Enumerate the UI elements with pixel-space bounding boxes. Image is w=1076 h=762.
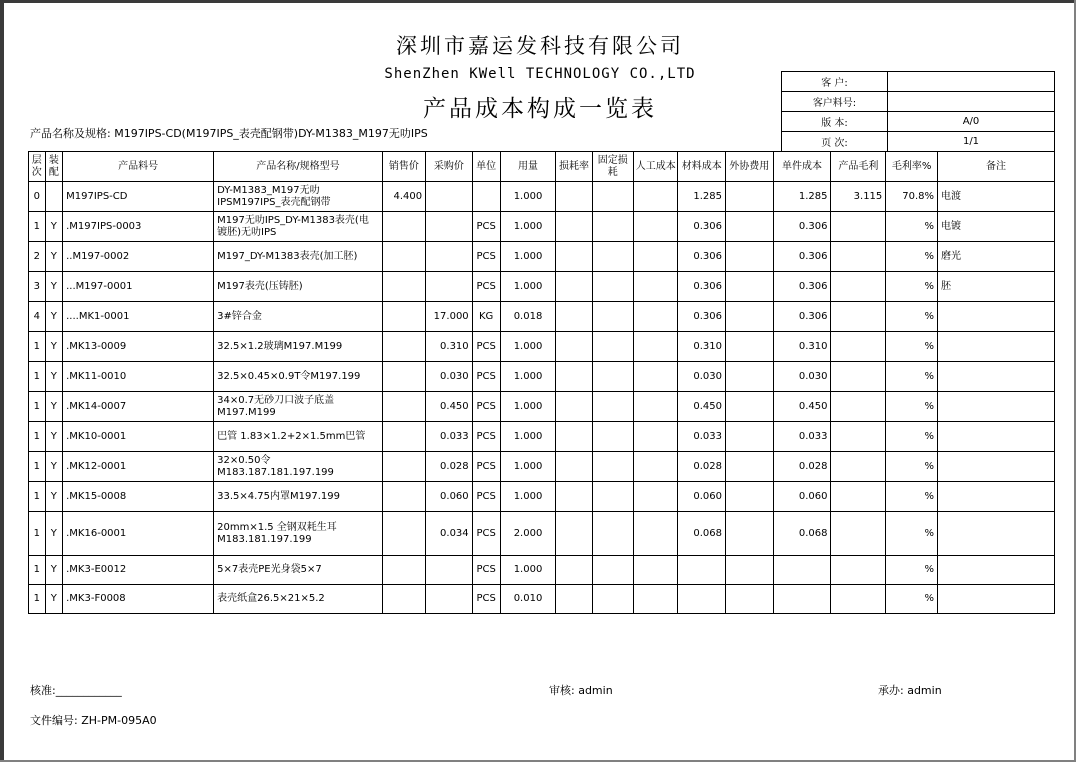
table-cell: [556, 392, 592, 422]
table-cell: [426, 182, 473, 212]
table-cell: 17.000: [426, 302, 473, 332]
table-cell: ..M197-0002: [63, 242, 214, 272]
table-cell: [633, 302, 677, 332]
table-cell: M197表壳(压铸胚): [214, 272, 383, 302]
table-cell: [426, 556, 473, 585]
table-cell: Y: [45, 512, 63, 556]
table-cell: [382, 585, 425, 614]
table-cell: .MK12-0001: [63, 452, 214, 482]
table-cell: [678, 585, 726, 614]
table-cell: PCS: [472, 362, 500, 392]
table-cell: 1.000: [500, 242, 556, 272]
table-cell: [633, 452, 677, 482]
table-cell: %: [886, 452, 938, 482]
table-cell: 1: [29, 212, 46, 242]
table-cell: [472, 182, 500, 212]
company-name-chinese: 深圳市嘉运发科技有限公司: [396, 34, 684, 58]
table-cell: PCS: [472, 242, 500, 272]
table-cell: DY-M1383_M197无叻IPSM197IPS_表壳配钢带: [214, 182, 383, 212]
table-cell: 70.8%: [886, 182, 938, 212]
table-cell: %: [886, 362, 938, 392]
table-cell: [773, 556, 831, 585]
table-cell: Y: [45, 362, 63, 392]
table-cell: %: [886, 556, 938, 585]
table-cell: 0.310: [678, 332, 726, 362]
table-row: [29, 482, 1055, 512]
table-cell: 1: [29, 512, 46, 556]
table-cell: [556, 482, 592, 512]
table-header-row: [29, 152, 1055, 182]
info-label: 客户料号:: [782, 92, 888, 112]
table-cell: 1.000: [500, 272, 556, 302]
table-cell: 表壳纸盒26.5×21×5.2: [214, 585, 383, 614]
column-header: 外协费用: [726, 152, 774, 182]
info-label: 页 次:: [782, 132, 888, 152]
table-cell: 1.000: [500, 212, 556, 242]
table-cell: [726, 182, 774, 212]
table-cell: [426, 272, 473, 302]
table-cell: [938, 482, 1055, 512]
table-cell: [633, 392, 677, 422]
table-cell: [831, 332, 886, 362]
table-cell: .MK11-0010: [63, 362, 214, 392]
table-cell: Y: [45, 272, 63, 302]
table-cell: 巴管 1.83×1.2+2×1.5mm巴管: [214, 422, 383, 452]
table-cell: [831, 242, 886, 272]
column-header: 层次: [29, 152, 46, 182]
table-cell: 1: [29, 392, 46, 422]
table-cell: [726, 585, 774, 614]
table-cell: [726, 512, 774, 556]
table-cell: 0.030: [426, 362, 473, 392]
table-cell: 32.5×1.2玻璃M197.M199: [214, 332, 383, 362]
info-value: [888, 92, 1055, 112]
table-cell: [556, 452, 592, 482]
table-cell: [556, 422, 592, 452]
table-cell: Y: [45, 452, 63, 482]
column-header: 产品毛利: [831, 152, 886, 182]
table-cell: 1.000: [500, 556, 556, 585]
report-title: 产品成本构成一览表: [423, 96, 657, 122]
table-cell: 0.060: [426, 482, 473, 512]
table-cell: .MK14-0007: [63, 392, 214, 422]
table-cell: 0.033: [426, 422, 473, 452]
table-cell: [831, 392, 886, 422]
window-frame-left: [0, 0, 4, 762]
table-cell: 3: [29, 272, 46, 302]
table-cell: [633, 242, 677, 272]
table-cell: %: [886, 392, 938, 422]
table-row: [29, 452, 1055, 482]
table-cell: [556, 302, 592, 332]
table-cell: [633, 482, 677, 512]
table-cell: [831, 482, 886, 512]
table-cell: [382, 212, 425, 242]
table-cell: %: [886, 422, 938, 452]
table-cell: 0.306: [678, 242, 726, 272]
table-cell: 1: [29, 556, 46, 585]
table-cell: [556, 585, 592, 614]
table-row: [29, 332, 1055, 362]
table-cell: [592, 585, 633, 614]
table-cell: %: [886, 272, 938, 302]
table-cell: [382, 512, 425, 556]
table-cell: [831, 362, 886, 392]
info-value: A/0: [888, 112, 1055, 132]
table-cell: [831, 585, 886, 614]
table-cell: [831, 512, 886, 556]
info-value: 1/1: [888, 132, 1055, 152]
customer-info-table: [781, 71, 1055, 152]
table-cell: [938, 585, 1055, 614]
info-row: [782, 132, 1055, 152]
table-cell: [938, 556, 1055, 585]
table-cell: Y: [45, 556, 63, 585]
table-cell: 1.000: [500, 182, 556, 212]
table-cell: [678, 556, 726, 585]
table-cell: 34×0.7无砂刀口波子底盖M197.M199: [214, 392, 383, 422]
table-cell: 0.060: [773, 482, 831, 512]
table-cell: .MK10-0001: [63, 422, 214, 452]
table-row: [29, 422, 1055, 452]
table-cell: PCS: [472, 512, 500, 556]
table-cell: 2: [29, 242, 46, 272]
table-cell: %: [886, 242, 938, 272]
table-cell: PCS: [472, 212, 500, 242]
table-cell: [726, 302, 774, 332]
table-cell: [726, 452, 774, 482]
approve-signature: 核准:____________: [30, 684, 122, 697]
table-cell: [592, 212, 633, 242]
table-row: [29, 585, 1055, 614]
table-cell: 1.000: [500, 332, 556, 362]
table-cell: 33.5×4.75内罩M197.199: [214, 482, 383, 512]
table-cell: [633, 556, 677, 585]
table-cell: M197IPS-CD: [63, 182, 214, 212]
table-cell: [556, 512, 592, 556]
table-cell: .MK15-0008: [63, 482, 214, 512]
column-header: 产品名称/规格型号: [214, 152, 383, 182]
table-cell: [831, 422, 886, 452]
table-cell: ...M197-0001: [63, 272, 214, 302]
table-cell: 0.306: [678, 212, 726, 242]
table-cell: 1.285: [773, 182, 831, 212]
table-cell: [938, 422, 1055, 452]
table-cell: [938, 302, 1055, 332]
table-cell: 0.060: [678, 482, 726, 512]
table-cell: [556, 362, 592, 392]
table-cell: [633, 332, 677, 362]
table-cell: [556, 212, 592, 242]
table-cell: 0.306: [773, 272, 831, 302]
document-number: 文件编号: ZH-PM-095A0: [30, 714, 157, 727]
table-cell: 1.000: [500, 452, 556, 482]
table-cell: 1.000: [500, 362, 556, 392]
table-cell: 2.000: [500, 512, 556, 556]
table-cell: .MK3-F0008: [63, 585, 214, 614]
table-cell: [382, 392, 425, 422]
table-cell: %: [886, 585, 938, 614]
table-cell: 0.306: [773, 302, 831, 332]
table-cell: KG: [472, 302, 500, 332]
table-cell: Y: [45, 422, 63, 452]
table-cell: [633, 182, 677, 212]
table-cell: [773, 585, 831, 614]
table-cell: 磨光: [938, 242, 1055, 272]
table-cell: 4.400: [382, 182, 425, 212]
info-label: 客 户:: [782, 72, 888, 92]
table-cell: [382, 272, 425, 302]
table-cell: 5×7表壳PE光身袋5×7: [214, 556, 383, 585]
table-row: [29, 512, 1055, 556]
table-cell: [726, 272, 774, 302]
table-cell: 1.000: [500, 392, 556, 422]
table-cell: 0.310: [426, 332, 473, 362]
table-cell: 1: [29, 452, 46, 482]
table-cell: 32×0.50令M183.187.181.197.199: [214, 452, 383, 482]
table-cell: Y: [45, 585, 63, 614]
table-cell: 1: [29, 585, 46, 614]
table-cell: 0.450: [678, 392, 726, 422]
table-cell: [592, 182, 633, 212]
table-cell: [831, 556, 886, 585]
table-cell: [726, 332, 774, 362]
table-cell: 0.450: [426, 392, 473, 422]
column-header: 单件成本: [773, 152, 831, 182]
table-cell: [426, 585, 473, 614]
table-cell: Y: [45, 332, 63, 362]
table-cell: [633, 272, 677, 302]
table-cell: [426, 242, 473, 272]
table-cell: [556, 242, 592, 272]
table-cell: [726, 212, 774, 242]
table-cell: %: [886, 482, 938, 512]
table-cell: [592, 332, 633, 362]
table-cell: [45, 182, 63, 212]
table-cell: Y: [45, 242, 63, 272]
table-cell: 32.5×0.45×0.9T令M197.199: [214, 362, 383, 392]
table-cell: 0.034: [426, 512, 473, 556]
table-cell: %: [886, 512, 938, 556]
table-cell: 0.306: [773, 212, 831, 242]
column-header: 备注: [938, 152, 1055, 182]
info-label: 版 本:: [782, 112, 888, 132]
table-cell: [592, 556, 633, 585]
table-cell: 0.310: [773, 332, 831, 362]
table-cell: Y: [45, 482, 63, 512]
table-cell: [382, 422, 425, 452]
table-cell: 0.306: [773, 242, 831, 272]
table-cell: 1: [29, 362, 46, 392]
column-header: 损耗率: [556, 152, 592, 182]
table-cell: .M197IPS-0003: [63, 212, 214, 242]
table-cell: [726, 242, 774, 272]
handler-signature: 承办: admin: [878, 684, 942, 697]
table-cell: .MK3-E0012: [63, 556, 214, 585]
table-row: [29, 272, 1055, 302]
table-cell: 电渡: [938, 182, 1055, 212]
table-cell: [938, 362, 1055, 392]
column-header: 产品料号: [63, 152, 214, 182]
table-cell: .MK16-0001: [63, 512, 214, 556]
column-header: 单位: [472, 152, 500, 182]
table-cell: [938, 452, 1055, 482]
table-row: [29, 556, 1055, 585]
table-cell: ....MK1-0001: [63, 302, 214, 332]
table-cell: [382, 452, 425, 482]
table-cell: 0.033: [773, 422, 831, 452]
table-cell: [382, 302, 425, 332]
table-cell: 3#锌合金: [214, 302, 383, 332]
table-cell: [556, 332, 592, 362]
table-cell: [382, 362, 425, 392]
table-cell: [592, 272, 633, 302]
table-row: [29, 392, 1055, 422]
table-cell: [592, 302, 633, 332]
info-value: [888, 72, 1055, 92]
table-row: [29, 362, 1055, 392]
table-cell: 0.306: [678, 302, 726, 332]
table-cell: [726, 362, 774, 392]
table-cell: [831, 272, 886, 302]
table-cell: 1: [29, 332, 46, 362]
table-cell: M197无叻IPS_DY-M1383表壳(电镀胚)无叻IPS: [214, 212, 383, 242]
table-cell: [556, 272, 592, 302]
table-cell: [556, 556, 592, 585]
table-cell: .MK13-0009: [63, 332, 214, 362]
column-header: 装配: [45, 152, 63, 182]
table-cell: Y: [45, 212, 63, 242]
table-cell: Y: [45, 302, 63, 332]
product-spec-line: 产品名称及规格: M197IPS-CD(M197IPS_表壳配钢带)DY-M1383_M197无叻IPS: [30, 127, 428, 140]
table-row: [29, 182, 1055, 212]
table-cell: M197_DY-M1383表壳(加工胚): [214, 242, 383, 272]
table-cell: [633, 212, 677, 242]
table-cell: [938, 392, 1055, 422]
table-cell: PCS: [472, 392, 500, 422]
table-cell: 1: [29, 482, 46, 512]
info-row: [782, 112, 1055, 132]
table-cell: [592, 392, 633, 422]
table-cell: PCS: [472, 585, 500, 614]
table-cell: [726, 392, 774, 422]
table-cell: [382, 482, 425, 512]
column-header: 固定损耗: [592, 152, 633, 182]
table-cell: PCS: [472, 422, 500, 452]
info-row: [782, 92, 1055, 112]
table-cell: PCS: [472, 482, 500, 512]
table-cell: [831, 452, 886, 482]
review-signature: 审核: admin: [549, 684, 613, 697]
table-cell: [592, 482, 633, 512]
table-cell: [938, 332, 1055, 362]
table-cell: Y: [45, 392, 63, 422]
table-cell: [556, 182, 592, 212]
cost-table: [28, 151, 1055, 614]
table-cell: 1.000: [500, 482, 556, 512]
table-cell: [592, 512, 633, 556]
table-cell: [382, 242, 425, 272]
table-cell: [938, 512, 1055, 556]
table-cell: [831, 212, 886, 242]
table-cell: [633, 422, 677, 452]
table-cell: %: [886, 302, 938, 332]
column-header: 采购价: [426, 152, 473, 182]
column-header: 毛利率%: [886, 152, 938, 182]
column-header: 材料成本: [678, 152, 726, 182]
table-cell: [633, 512, 677, 556]
table-cell: [633, 585, 677, 614]
info-row: [782, 72, 1055, 92]
table-cell: 3.115: [831, 182, 886, 212]
table-cell: 0.028: [678, 452, 726, 482]
company-name-english: ShenZhen KWell TECHNOLOGY CO.,LTD: [384, 66, 696, 82]
table-row: [29, 302, 1055, 332]
table-cell: 0.028: [426, 452, 473, 482]
table-row: [29, 242, 1055, 272]
window-frame-top: [0, 0, 1076, 3]
table-cell: 4: [29, 302, 46, 332]
table-cell: 0.028: [773, 452, 831, 482]
table-cell: 1: [29, 422, 46, 452]
table-cell: 0.018: [500, 302, 556, 332]
table-cell: 0.068: [773, 512, 831, 556]
table-cell: [426, 212, 473, 242]
table-cell: [382, 332, 425, 362]
column-header: 销售价: [382, 152, 425, 182]
table-cell: PCS: [472, 332, 500, 362]
table-cell: [592, 242, 633, 272]
table-cell: 0.033: [678, 422, 726, 452]
table-cell: 0.010: [500, 585, 556, 614]
column-header: 用量: [500, 152, 556, 182]
table-cell: 1.000: [500, 422, 556, 452]
table-cell: 0: [29, 182, 46, 212]
table-cell: [382, 556, 425, 585]
table-cell: 电镀: [938, 212, 1055, 242]
table-cell: [592, 452, 633, 482]
table-cell: [831, 302, 886, 332]
table-cell: PCS: [472, 272, 500, 302]
table-cell: 0.030: [678, 362, 726, 392]
table-cell: [726, 482, 774, 512]
table-cell: [592, 422, 633, 452]
table-cell: %: [886, 212, 938, 242]
table-cell: PCS: [472, 556, 500, 585]
table-cell: %: [886, 332, 938, 362]
table-cell: 胚: [938, 272, 1055, 302]
table-cell: 0.450: [773, 392, 831, 422]
table-cell: PCS: [472, 452, 500, 482]
table-cell: 1.285: [678, 182, 726, 212]
table-cell: 20mm×1.5 全钢双耗生耳M183.181.197.199: [214, 512, 383, 556]
column-header: 人工成本: [633, 152, 677, 182]
table-cell: [726, 422, 774, 452]
table-row: [29, 212, 1055, 242]
table-cell: 0.068: [678, 512, 726, 556]
table-cell: [726, 556, 774, 585]
table-cell: 0.306: [678, 272, 726, 302]
table-cell: [592, 362, 633, 392]
table-cell: 0.030: [773, 362, 831, 392]
table-cell: [633, 362, 677, 392]
